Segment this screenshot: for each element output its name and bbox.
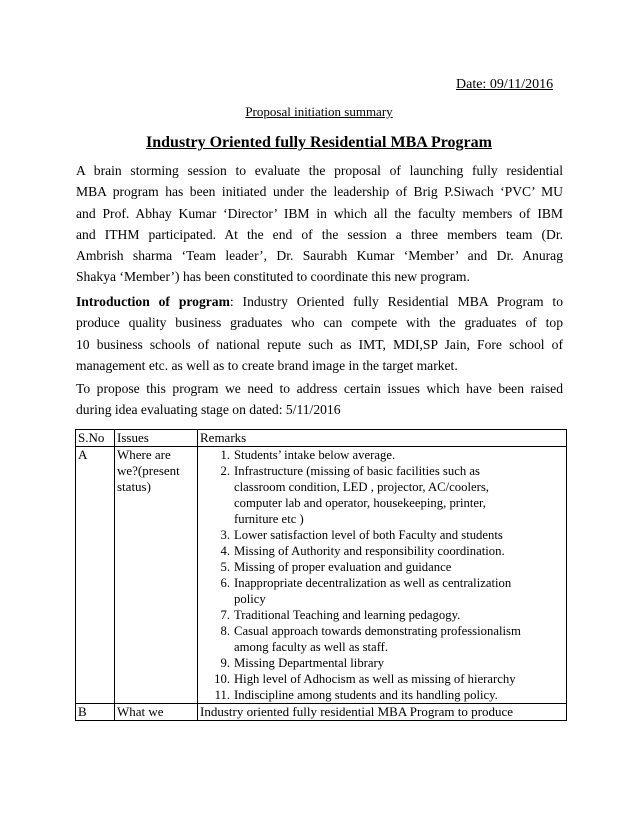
remark-text: Students’ intake below average. [234,448,396,462]
program-introduction-paragraph [76,291,563,376]
row-issue [115,704,198,721]
remark-item [200,671,564,687]
paragraph-line [76,291,563,312]
row-remarks [198,447,567,704]
paragraph-line: Shakya ‘Member’) has been constituted to coordinate this new program. [76,269,470,285]
paragraph-line: during idea evaluating stage on dated: 5/11/2016 [76,402,341,418]
table-row [76,447,567,704]
paragraph-line: management etc. as well as to create brand image in the target market. [76,357,458,373]
issue-line: What we [117,704,164,719]
row-sno: A [76,447,115,704]
remark-item [200,623,564,655]
remark-text: policy [234,592,266,606]
remark-item [200,687,564,703]
remark-text: computer lab and operator, housekeeping, printer, [234,496,486,510]
remark-text: among faculty as well as staff. [234,640,389,654]
remark-item [200,463,564,527]
row-remarks: Industry oriented fully residential MBA Program to produce [198,704,567,721]
remark-number: 9. [220,656,230,670]
header-remarks: Remarks [198,430,567,447]
remark-text: Missing of proper evaluation and guidance [234,560,452,574]
remark-text: Inappropriate decentralization as well as centralization [234,576,512,590]
header-issues: Issues [115,430,198,447]
remark-text: Indiscipline among students and its handling policy. [234,688,498,702]
document-title: Industry Oriented fully Residential MBA Program [146,134,492,151]
remark-number: 5. [220,560,230,574]
table-row [76,704,567,721]
document-date: Date: 09/11/2016 [456,77,554,92]
paragraph-line: To propose this program we need to address certain issues which have been raised [76,381,563,396]
remark-text: furniture etc ) [234,512,304,526]
remark-text: Missing of Authority and responsibility coordination. [234,544,505,558]
remark-item [200,575,564,607]
remark-text: Traditional Teaching and learning pedagogy. [234,608,461,622]
program-introduction-label: Introduction of program [76,294,230,309]
intro-paragraph [76,160,563,288]
issue-line: Where are [117,447,171,462]
remark-number: 2. [220,464,230,478]
remark-item [200,559,564,575]
remark-number: 3. [220,528,230,542]
paragraph-line: Ambrish sharma ‘Team leader’, Dr. Saurabh Kumar ‘Member’ and Dr. Anurag [76,248,563,264]
remark-text: Missing Departmental library [234,656,385,670]
row-issue [115,447,198,704]
remark-item [200,447,564,463]
paragraph-line: produce quality business graduates who can compete with the graduates of top [76,315,563,331]
remark-item [200,527,564,543]
paragraph-line: A brain storming session to evaluate the proposal of launching fully residential [76,163,563,178]
remark-text: classroom condition, LED , projector, AC/coolers, [234,480,489,494]
remark-item [200,655,564,671]
table-header-row [76,430,567,447]
document-subtitle: Proposal initiation summary [245,104,393,119]
remark-item [200,607,564,623]
program-introduction-text: : Industry Oriented fully Residential MBA Program to [229,294,564,309]
remark-text: High level of Adhocism as well as missing of hierarchy [234,672,516,686]
remark-number: 10. [214,672,230,686]
remarks-list [200,447,564,703]
issues-intro-paragraph [76,378,563,421]
paragraph-line: 10 business schools of national repute such as IMT, MDI,SP Jain, Fore school of [76,336,563,352]
issue-line: status) [117,479,151,494]
header-sno: S.No [76,430,115,447]
remark-number: 1. [220,448,230,462]
remark-text: Infrastructure (missing of basic facilities such as [234,464,480,478]
paragraph-line: MBA program has been initiated under the leadership of Brig P.Siwach ‘PVC’ MU [76,184,563,200]
remark-number: 11. [214,688,230,702]
remark-text: Casual approach towards demonstrating professionalism [234,624,521,638]
remark-number: 6. [220,576,230,590]
remark-number: 7. [220,608,230,622]
paragraph-line: and ITHM participated. At the end of the session a three members team (Dr. [76,226,563,242]
remark-number: 4. [220,544,230,558]
remark-item [200,543,564,559]
issue-line: we?(present [117,463,180,478]
remark-number: 8. [220,624,230,638]
issues-table [75,429,567,721]
paragraph-line: and Prof. Abhay Kumar ‘Director’ IBM in which all the faculty members of IBM [76,205,563,221]
row-sno: B [76,704,115,721]
remark-text: Lower satisfaction level of both Faculty and students [234,528,503,542]
